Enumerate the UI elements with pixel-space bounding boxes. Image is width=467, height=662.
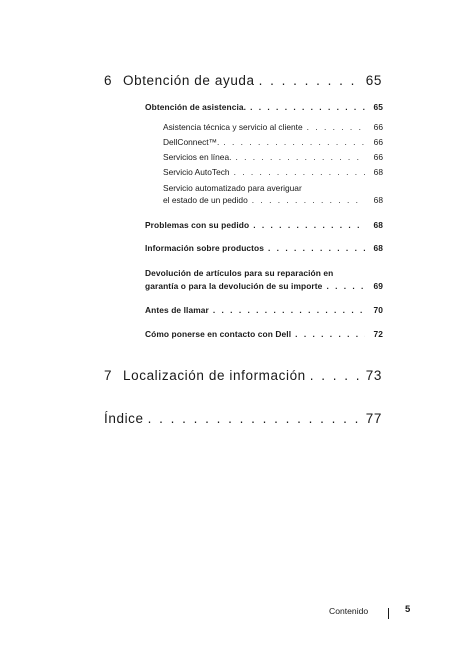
page-number: 66 [373,137,383,147]
toc-chapter-6[interactable] [104,73,382,88]
index-title: Índice [104,411,144,426]
toc-subsection-servicio-automatizado[interactable] [163,182,383,206]
toc-index[interactable] [104,411,382,426]
page-number: 68 [373,195,383,205]
dot-leader [223,137,365,147]
toc-section-asistencia[interactable] [145,102,383,112]
page-number: 65 [365,73,382,88]
footer-separator [388,608,389,619]
chapter-title: Obtención de ayuda [123,73,255,88]
toc-section-problemas[interactable] [145,220,383,230]
subsection-title: Servicios en línea. [163,152,232,162]
toc-section-antes-de-llamar[interactable] [145,305,383,315]
dot-leader [307,122,365,132]
subsection-title-line1: Servicio automatizado para averiguar [163,183,302,193]
page-number: 70 [373,305,383,315]
subsection-title-line2: el estado de un pedido [163,195,248,205]
subsection-title: Asistencia técnica y servicio al cliente [163,122,303,132]
page-number: 72 [373,329,383,339]
page-number: 73 [365,368,382,383]
section-title-line2: garantía o para la devolución de su importe [145,281,323,291]
dot-leader [259,73,360,88]
subsection-title: Servicio AutoTech [163,167,230,177]
section-title: Antes de llamar [145,305,209,315]
section-title-line1: Devolución de artículos para su reparación en [145,268,334,278]
page-number: 65 [373,102,383,112]
page-number: 68 [373,167,383,177]
section-title: Información sobre productos [145,243,265,253]
chapter-title: Localización de información [123,368,306,383]
toc-subsection-dellconnect[interactable] [163,137,383,147]
toc-section-informacion[interactable] [145,243,383,253]
page-number: 66 [373,152,383,162]
dot-leader [295,329,365,339]
section-title: Problemas con su pedido [145,220,250,230]
dot-leader [310,368,360,383]
toc-subsection-autotech[interactable] [163,167,383,177]
page-number: 69 [373,281,383,291]
section-title: Obtención de asistencia. [145,102,247,112]
dot-leader [213,305,365,315]
dot-leader [326,280,365,293]
toc-subsection-asistencia-tecnica[interactable] [163,122,383,132]
page-number: 66 [373,122,383,132]
dot-leader [235,152,365,162]
footer-label: Contenido [329,606,369,616]
page-number: 68 [373,220,383,230]
dot-leader [148,411,360,426]
page-number: 77 [365,411,382,426]
dot-leader [268,243,365,253]
footer-page-number: 5 [405,604,411,615]
section-title: Cómo ponerse en contacto con Dell [145,329,292,339]
dot-leader [250,102,365,112]
dot-leader [253,220,365,230]
toc-section-contacto[interactable] [145,329,383,339]
chapter-number: 6 [104,73,113,88]
toc-chapter-7[interactable] [104,368,382,383]
page-number: 68 [373,243,383,253]
dot-leader [252,194,365,206]
dot-leader [234,167,365,177]
subsection-title: DellConnect™. [163,137,220,147]
toc-section-devolucion[interactable] [145,267,383,293]
toc-subsection-servicios-en-linea[interactable] [163,152,383,162]
chapter-number: 7 [104,368,113,383]
